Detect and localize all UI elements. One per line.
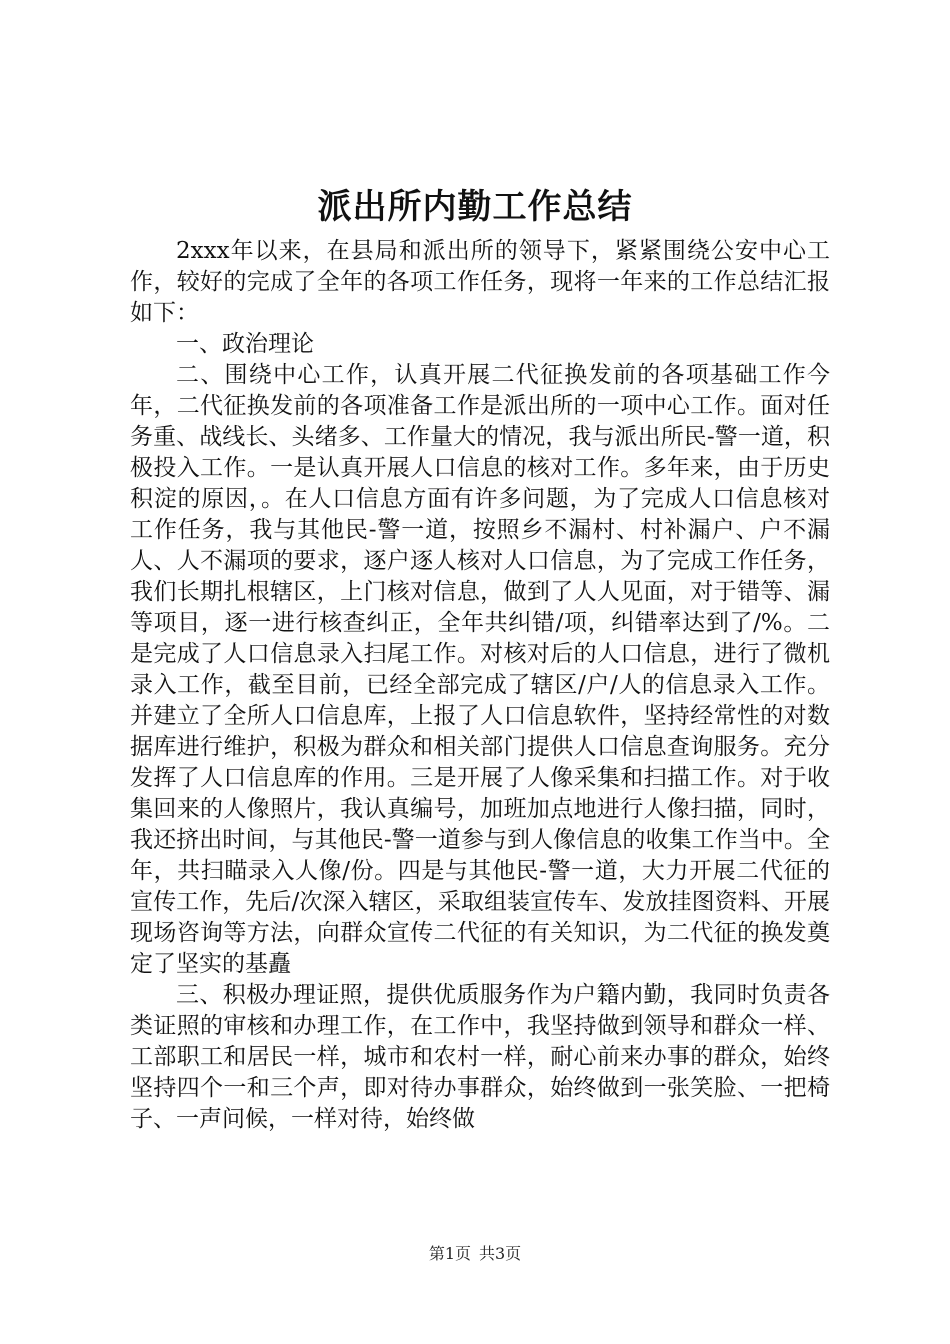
paragraph-section-3: 三、积极办理证照，提供优质服务作为户籍内勤，我同时负责各类证照的审核和办理工作，在工作中，我坚持做到领导和群众一样、工部职工和居民一样，城市和农村一样，耐心前来办事的群众，始终坚持四个一和三个声，即对待办事群众，始终做到一张笑脸、一把椅子、一声问候，一样对待，始终做 <box>130 982 830 1132</box>
document-body <box>130 236 830 1135</box>
page-footer <box>0 1243 950 1265</box>
document-title: 派出所内勤工作总结 <box>317 187 633 227</box>
paragraph-section-2: 二、围绕中心工作，认真开展二代征换发前的各项基础工作今年，二代征换发前的各项准备工作是派出所的一项中心工作。面对任务重、战线长、头绪多、工作量大的情况，我与派出所民-警一道，积极投入工作。一是认真开展人口信息的核对工作。多年来，由于历史积淀的原因，。在人口信息方面有许多问题，为了完成人口信息核对工作任务，我与其他民-警一道，按照乡不漏村、村补漏户、户不漏人、人不漏项的要求，逐户逐人核对人口信息，为了完成工作任务，我们长期扎根辖区，上门核对信息，做到了人人见面，对于错等、漏等项目，逐一进行核查纠正，全年共纠错/项，纠错率达到了/%。二是完成了人口信息录入扫尾工作。对核对后的人口信息，进行了微机录入工作，截至目前，已经全部完成了辖区/户/人的信息录入工作。并建立了全所人口信息库，上报了人口信息软件，坚持经常性的对数据库进行维护，积极为群众和相关部门提供人口信息查询服务。充分发挥了人口信息库的作用。三是开展了人像采集和扫描工作。对于收集回来的人像照片，我认真编号，加班加点地进行人像扫描，同时，我还挤出时间，与其他民-警一道参与到人像信息的收集工作当中。全年，共扫瞄录入人像/份。四是与其他民-警一道，大力开展二代征的宣传工作，先后/次深入辖区，采取组装宣传车、发放挂图资料、开展现场咨询等方法，向群众宣传二代征的有关知识，为二代征的换发奠定了坚实的基矗 <box>130 362 830 977</box>
paragraph-intro: 2xxx年以来，在县局和派出所的领导下，紧紧围绕公安中心工作，较好的完成了全年的各项工作任务，现将一年来的工作总结汇报如下： <box>130 238 830 326</box>
paragraph-section-1-heading: 一、政治理论 <box>176 331 314 357</box>
page-number: 第1页 <box>428 1244 471 1263</box>
page-total: 共3页 <box>479 1244 522 1263</box>
